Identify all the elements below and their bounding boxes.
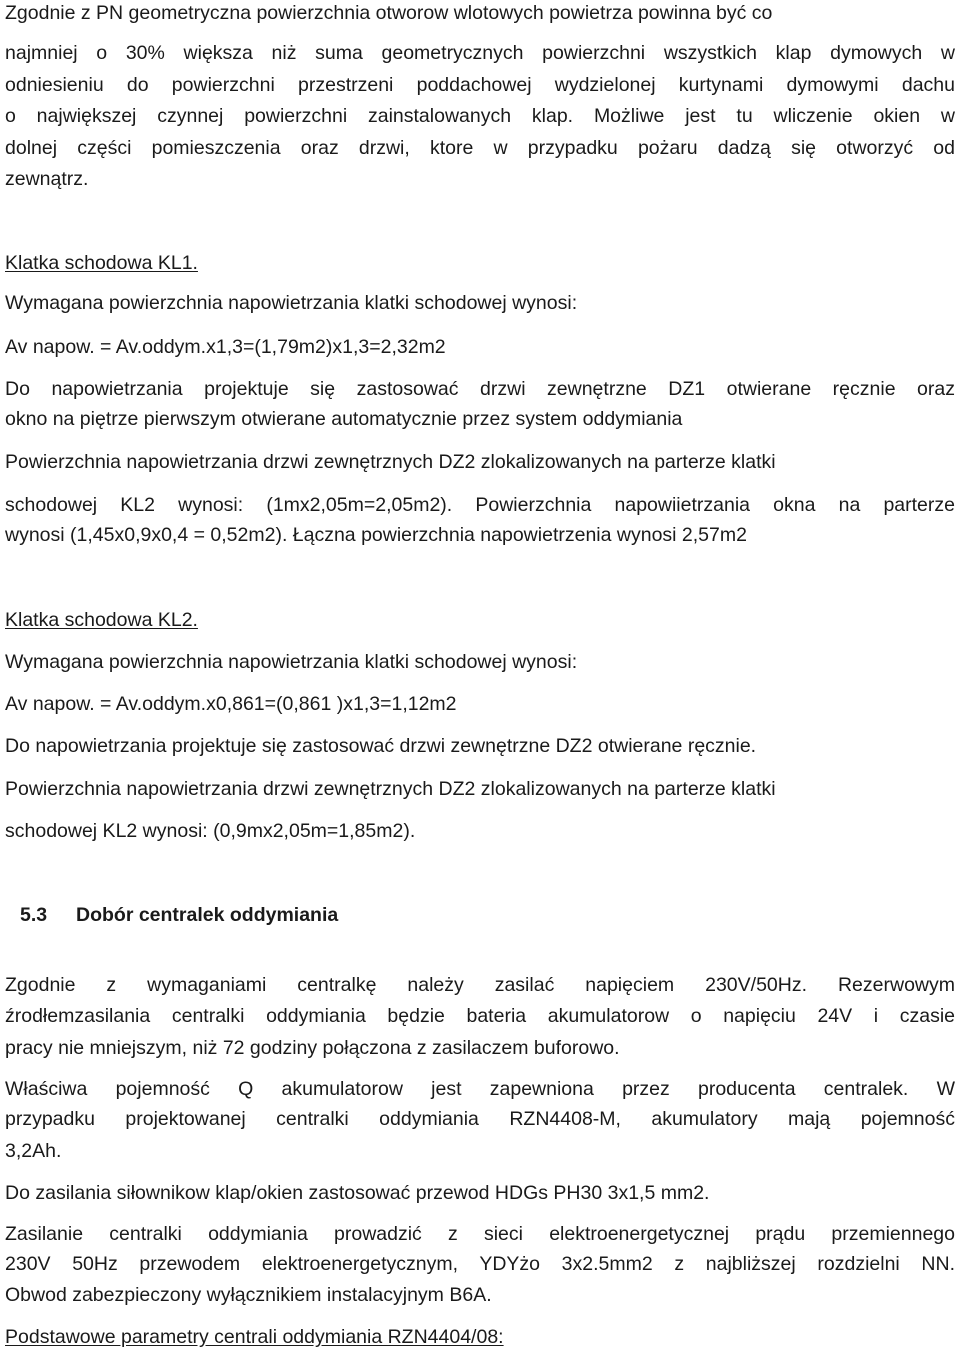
text-line: Zgodnie z PN geometryczna powierzchnia otworow wlotowych powietrza powinna być co	[5, 2, 773, 24]
text-line: wynosi (1,45x0,9x0,4 = 0,52m2). Łączna powierzchnia napowietrzenia wynosi 2,57m2	[5, 524, 747, 546]
text-line: Powierzchnia napowietrzania drzwi zewnętrznych DZ2 zlokalizowanych na parterze klatki	[5, 778, 776, 800]
text-line: pracy nie mniejszym, niż 72 godziny połączona z zasilaczem buforowo.	[5, 1037, 620, 1059]
kl2-heading: Klatka schodowa KL2.	[5, 609, 198, 631]
text-line: zewnątrz.	[5, 168, 89, 190]
kl1-formula: Av napow. = Av.oddym.x1,3=(1,79m2)x1,3=2,32m2	[5, 336, 446, 358]
kl2-formula: Av napow. = Av.oddym.x0,861=(0,861 )x1,3=1,12m2	[5, 693, 457, 715]
text-line: Zgodnie z wymaganiami centralkę należy zasilać napięciem 230V/50Hz. Rezerwowym	[5, 974, 955, 996]
kl2-requirement: Wymagana powierzchnia napowietrzania klatki schodowej wynosi:	[5, 651, 578, 673]
section-number: 5.3	[20, 904, 48, 926]
text-line: okno na piętrze pierwszym otwierane automatycznie przez system oddymiania	[5, 408, 683, 430]
text-line: dolnej części pomieszczenia oraz drzwi, ktore w przypadku pożaru dadzą się otworzyć od	[5, 137, 955, 159]
paragraph-cable: Do zasilania siłownikow klap/okien zastosować przewod HDGs PH30 3x1,5 mm2.	[5, 1182, 710, 1204]
text-line: 3,2Ah.	[5, 1140, 62, 1162]
parameters-heading: Podstawowe parametry centrali oddymiania RZN4404/08:	[5, 1326, 504, 1348]
text-line: 230V 50Hz przewodem elektroenergetycznym, YDYżo 3x2.5mm2 z najbliższej rozdzielni NN.	[5, 1253, 955, 1275]
text-line: Do napowietrzania projektuje się zastosować drzwi zewnętrzne DZ2 otwierane ręcznie.	[5, 735, 757, 757]
section-heading	[20, 903, 338, 927]
text-line: odniesieniu do powierzchni przestrzeni poddachowej wydzielonej kurtynami dymowymi dachu	[5, 74, 955, 96]
text-line: Właściwa pojemność Q akumulatorow jest zapewniona przez producenta centralek. W	[5, 1078, 955, 1100]
kl1-heading: Klatka schodowa KL1.	[5, 252, 198, 274]
text-line: schodowej KL2 wynosi: (0,9mx2,05m=1,85m2).	[5, 820, 416, 842]
text-line: najmniej o 30% większa niż suma geometrycznych powierzchni wszystkich klap dymowych w	[5, 42, 955, 64]
text-line: schodowej KL2 wynosi: (1mx2,05m=2,05m2). Powierzchnia napowiietrzania okna na parterze	[5, 494, 955, 516]
text-line: przypadku projektowanej centralki oddymiania RZN4408-M, akumulatory mają pojemność	[5, 1108, 955, 1130]
kl1-requirement: Wymagana powierzchnia napowietrzania klatki schodowej wynosi:	[5, 292, 578, 314]
section-title: Dobór centralek oddymiania	[76, 904, 339, 926]
text-line: Do napowietrzania projektuje się zastosować drzwi zewnętrzne DZ1 otwierane ręcznie oraz	[5, 378, 955, 400]
text-line: źrodłemzasilania centralki oddymiania będzie bateria akumulatorow o napięciu 24V i czasie	[5, 1005, 955, 1027]
text-line: Obwod zabezpieczony wyłącznikiem instalacyjnym B6A.	[5, 1284, 492, 1306]
text-line: Zasilanie centralki oddymiania prowadzić z sieci elektroenergetycznej prądu przemiennego	[5, 1223, 955, 1245]
text-line: o największej czynnej powierzchni zainstalowanych klap. Możliwe jest tu wliczenie okien w	[5, 105, 955, 127]
text-line: Powierzchnia napowietrzania drzwi zewnętrznych DZ2 zlokalizowanych na parterze klatki	[5, 451, 776, 473]
